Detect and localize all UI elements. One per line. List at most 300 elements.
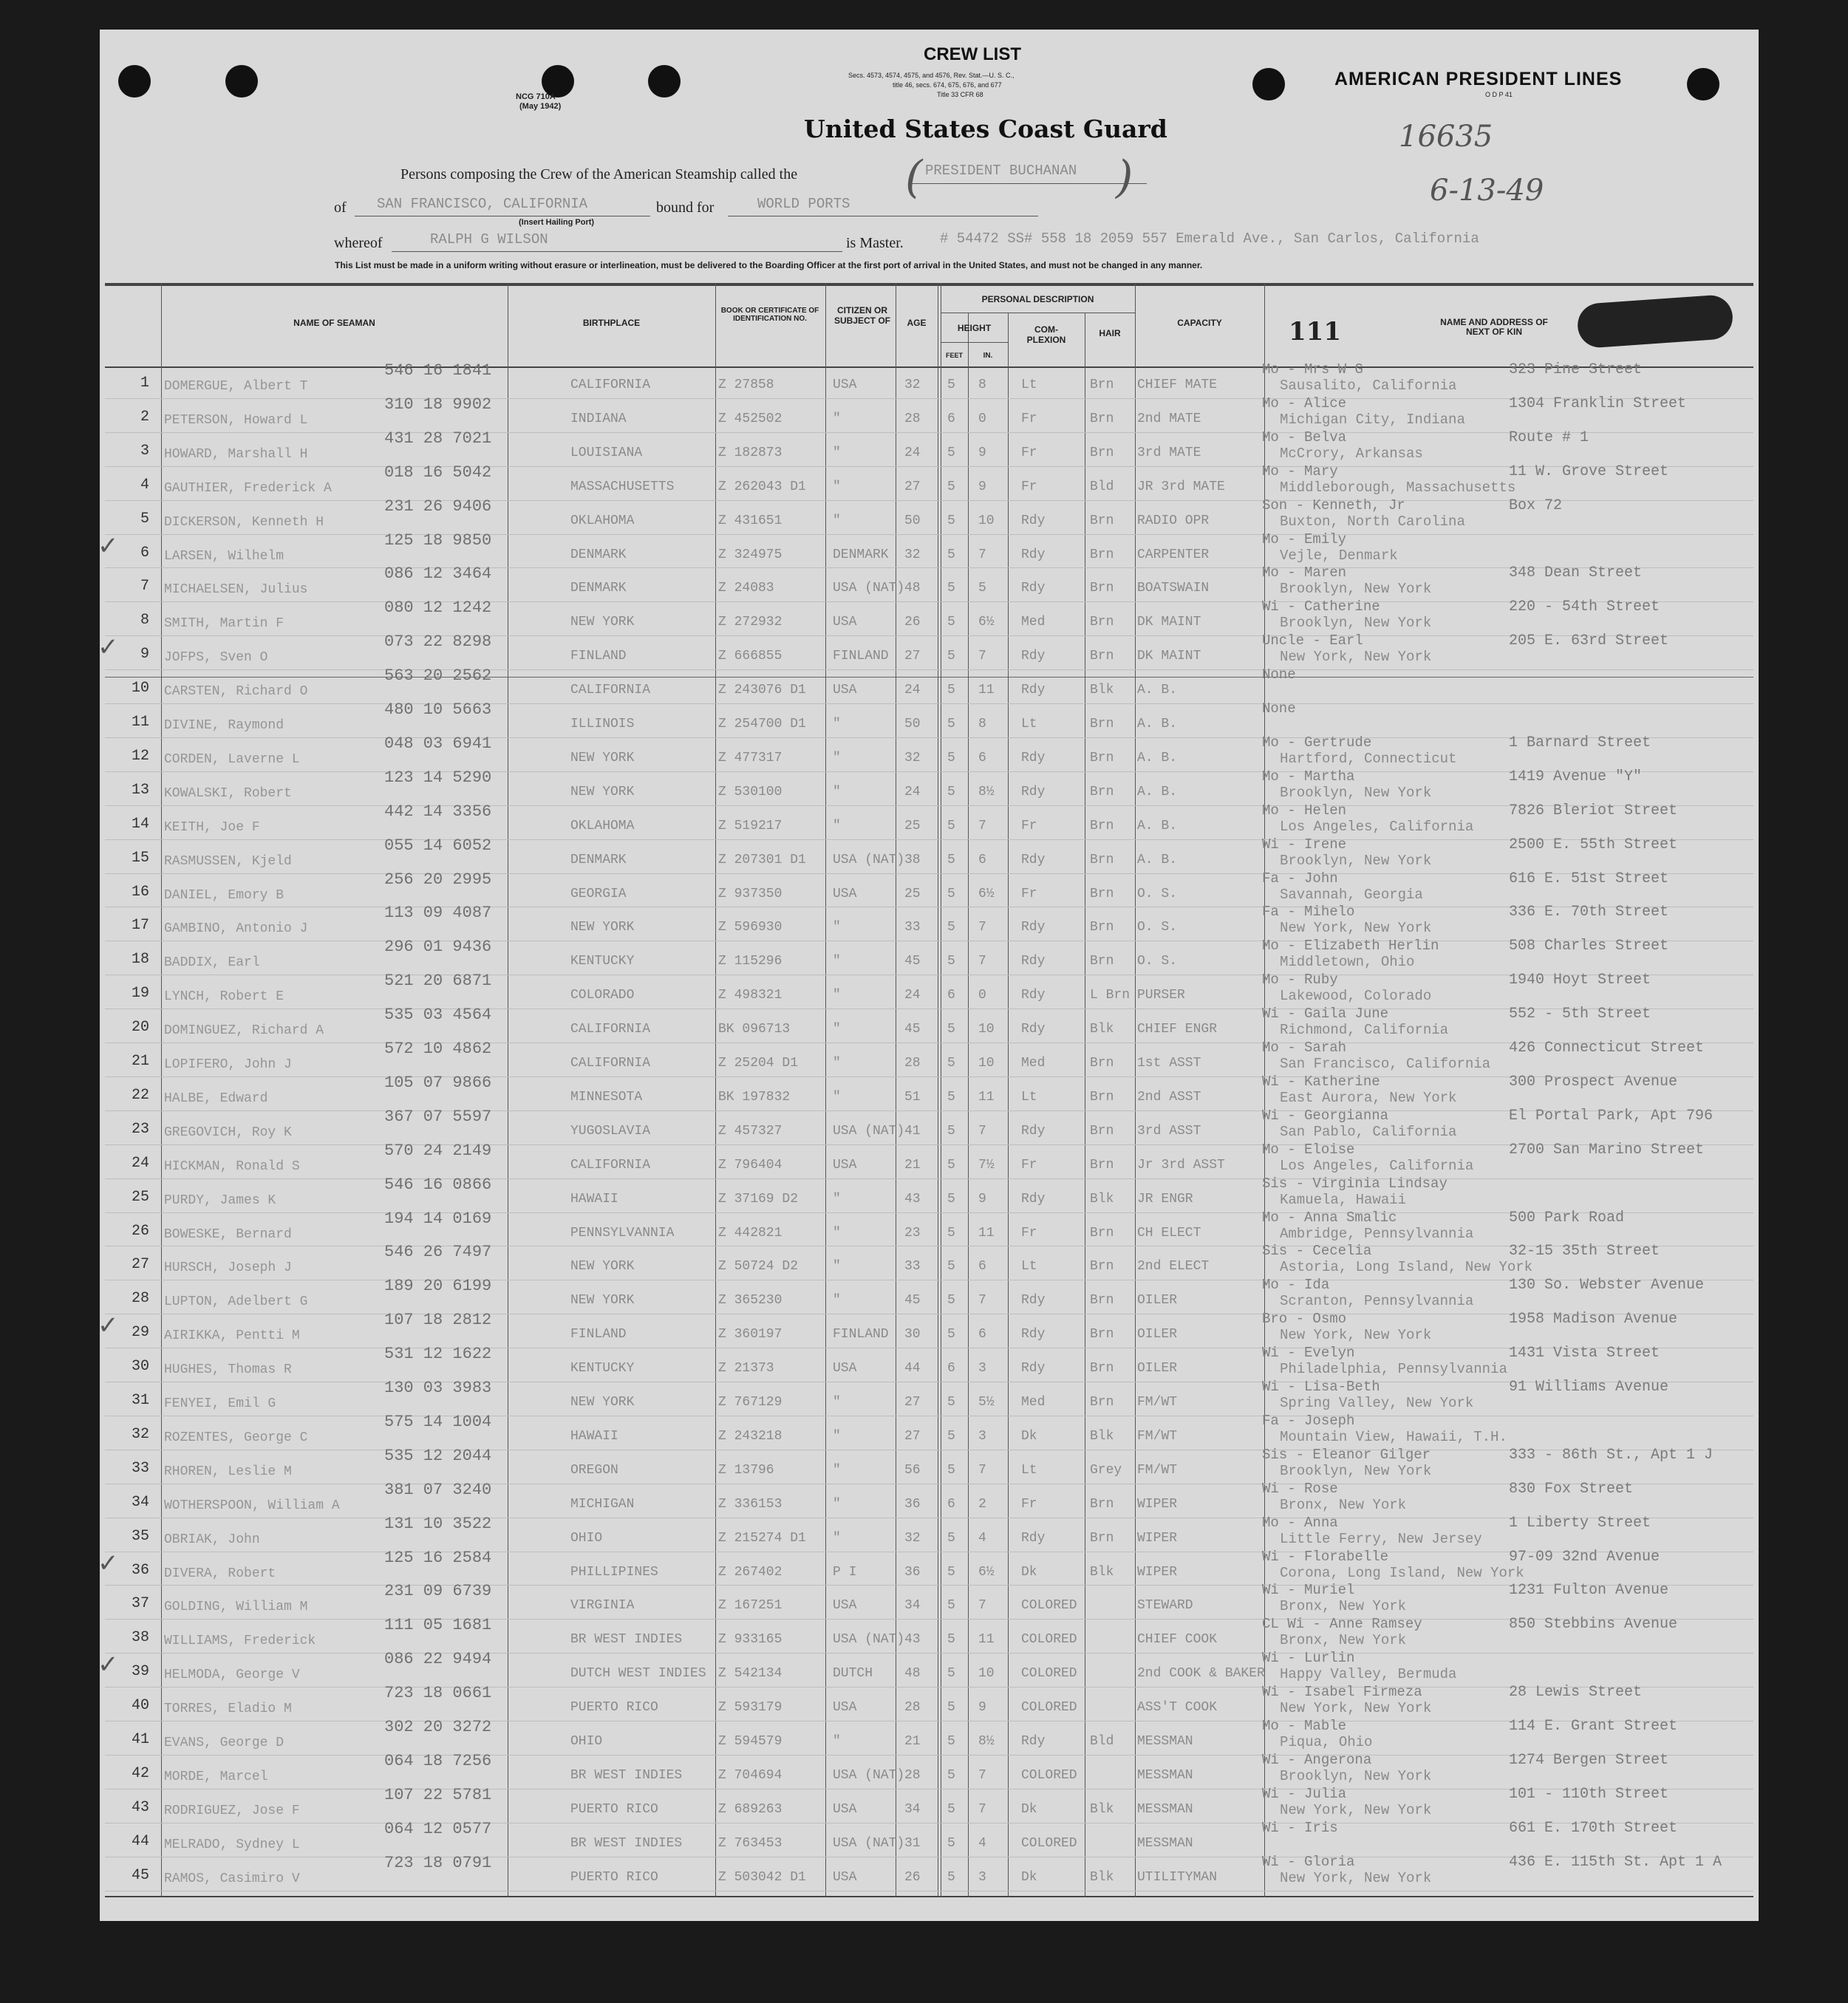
cell-kin1: Wi - Isabel Firmeza xyxy=(1262,1684,1422,1701)
cell-book: Z 324975 xyxy=(718,547,782,562)
cell-birth: MICHIGAN xyxy=(570,1496,635,1512)
cell-cit: " xyxy=(833,784,841,799)
cell-book: Z 207301 D1 xyxy=(718,852,806,867)
row-number: 10 xyxy=(131,680,149,697)
row-number: 29 xyxy=(131,1324,149,1342)
cell-hair: Brn xyxy=(1090,411,1114,426)
cell-book: Z 25204 D1 xyxy=(718,1056,799,1071)
cell-birth: OHIO xyxy=(570,1734,603,1749)
cell-birth: GEORGIA xyxy=(570,886,627,901)
cell-name: PURDY, James K xyxy=(164,1192,276,1208)
cell-birth: OKLAHOMA xyxy=(570,818,635,833)
cell-age: 28 xyxy=(904,1700,921,1716)
cell-kin1: Mo - Eloise xyxy=(1262,1141,1355,1158)
cell-addr: 830 Fox Street xyxy=(1509,1480,1634,1498)
cell-addr: 101 - 110th Street xyxy=(1509,1785,1669,1803)
cell-kin1: Mo - Emily xyxy=(1262,530,1347,547)
cell-ft: 5 xyxy=(947,1123,955,1139)
cell-cit: FINLAND xyxy=(833,649,889,664)
cell-name: CORDEN, Laverne L xyxy=(164,751,300,767)
row-number: 6 xyxy=(140,544,149,562)
cell-book: Z 767129 xyxy=(718,1395,782,1410)
cell-birth: NEW YORK xyxy=(570,784,635,799)
cell-ft: 5 xyxy=(947,1191,955,1207)
cell-ft: 5 xyxy=(947,1089,955,1105)
cell-kin2: Mountain View, Hawaii, T.H. xyxy=(1280,1428,1507,1445)
cell-cit: " xyxy=(833,411,841,426)
cell-comp: COLORED xyxy=(1021,1632,1077,1648)
cell-birth: YUGOSLAVIA xyxy=(570,1123,651,1139)
cell-cap: CH ELECT xyxy=(1137,1225,1201,1241)
handwritten-number: 16635 xyxy=(1399,120,1493,154)
cell-age: 28 xyxy=(904,1056,921,1071)
cell-age: 56 xyxy=(904,1462,921,1478)
cell-age: 34 xyxy=(904,1598,921,1614)
cell-age: 27 xyxy=(904,1395,921,1410)
cell-ssn: 546 16 1841 xyxy=(384,361,492,380)
cell-ssn: 302 20 3272 xyxy=(384,1718,492,1736)
cell-cap: O. S. xyxy=(1137,920,1178,935)
cell-kin2: Brooklyn, New York xyxy=(1280,1462,1432,1479)
row-divider xyxy=(105,737,1753,738)
cell-in: 5½ xyxy=(978,1395,995,1410)
cell-comp: Med xyxy=(1021,615,1046,630)
cell-age: 27 xyxy=(904,479,921,494)
col-book: BOOK OR CERTIFICATE OF IDENTIFICATION NO. xyxy=(720,307,819,323)
cell-comp: COLORED xyxy=(1021,1767,1077,1783)
cell-hair: Brn xyxy=(1090,1361,1114,1376)
cell-name: OBRIAK, John xyxy=(164,1532,260,1547)
cell-age: 36 xyxy=(904,1564,921,1580)
cell-book: Z 503042 D1 xyxy=(718,1869,806,1885)
cell-ssn: 018 16 5042 xyxy=(384,463,492,482)
cell-name: WOTHERSPOON, William A xyxy=(164,1498,340,1513)
cell-cit: FINLAND xyxy=(833,1327,889,1342)
row-divider xyxy=(105,703,1753,704)
cell-name: MORDE, Marcel xyxy=(164,1769,268,1784)
cell-cit: DENMARK xyxy=(833,547,889,562)
cell-age: 30 xyxy=(904,1327,921,1342)
cell-kin1: Mo - Gertrude xyxy=(1262,734,1372,751)
cell-cit: " xyxy=(833,988,841,1003)
cell-book: Z 666855 xyxy=(718,649,782,664)
cell-cap: CHIEF ENGR xyxy=(1137,1022,1218,1037)
row-divider xyxy=(105,771,1753,772)
row-divider xyxy=(105,601,1753,602)
cell-comp: Rdy xyxy=(1021,1191,1046,1207)
cell-age: 48 xyxy=(904,581,921,596)
cell-hair: Brn xyxy=(1090,750,1114,765)
cell-kin1: None xyxy=(1262,700,1296,717)
cell-in: 7½ xyxy=(978,1157,995,1173)
cell-kin1: Mo - Sarah xyxy=(1262,1040,1347,1056)
row-divider xyxy=(105,1653,1753,1654)
row-number: 31 xyxy=(131,1392,149,1409)
cell-addr: 91 Williams Avenue xyxy=(1509,1379,1669,1396)
cell-name: MICHAELSEN, Julius xyxy=(164,582,308,598)
cell-ssn: 048 03 6941 xyxy=(384,734,492,753)
cell-in: 6 xyxy=(978,1259,986,1275)
cell-comp: Fr xyxy=(1021,479,1037,494)
company-code: O D P 41 xyxy=(1485,91,1513,98)
cell-cap: 2nd MATE xyxy=(1137,411,1201,426)
cell-addr: 1958 Madison Avenue xyxy=(1509,1311,1678,1328)
cell-cap: O. S. xyxy=(1137,886,1178,901)
cell-ft: 5 xyxy=(947,886,955,901)
cell-name: TORRES, Eladio M xyxy=(164,1702,292,1717)
cell-age: 32 xyxy=(904,378,921,392)
col-age: AGE xyxy=(907,318,927,328)
cell-birth: PENNSYLVANNIA xyxy=(570,1225,675,1241)
cell-cit: P I xyxy=(833,1564,857,1580)
cell-birth: KENTUCKY xyxy=(570,1361,635,1376)
cell-cap: A. B. xyxy=(1137,717,1178,731)
cell-hair: Brn xyxy=(1090,1089,1114,1105)
cell-birth: OHIO xyxy=(570,1530,603,1546)
row-number: 39 xyxy=(131,1663,149,1681)
cell-cit: " xyxy=(833,513,841,528)
cell-birth: NEW YORK xyxy=(570,1293,635,1308)
cell-ssn: 480 10 5663 xyxy=(384,700,492,719)
cell-ssn: 546 16 0866 xyxy=(384,1175,492,1194)
cell-ssn: 256 20 2995 xyxy=(384,870,492,889)
cell-in: 11 xyxy=(978,1089,995,1105)
cell-cap: FM/WT xyxy=(1137,1395,1178,1410)
row-number: 37 xyxy=(131,1595,149,1613)
cell-ft: 5 xyxy=(947,1564,955,1580)
row-number: 38 xyxy=(131,1629,149,1647)
checkmark-icon: ✓ xyxy=(98,1311,119,1341)
cell-birth: VIRGINIA xyxy=(570,1598,635,1614)
cell-kin1: Wi - Julia xyxy=(1262,1785,1347,1802)
row-divider xyxy=(105,669,1753,670)
cell-age: 28 xyxy=(904,1767,921,1783)
row-number: 4 xyxy=(140,476,149,494)
cell-age: 24 xyxy=(904,988,921,1003)
cell-book: Z 272932 xyxy=(718,615,782,630)
cell-addr: 1231 Fulton Avenue xyxy=(1509,1582,1669,1600)
cell-cit: USA (NAT) xyxy=(833,1632,905,1648)
cell-cit: USA (NAT) xyxy=(833,852,905,867)
cell-kin2: Scranton, Pennsylvannia xyxy=(1280,1293,1474,1310)
cell-book: Z 763453 xyxy=(718,1835,782,1851)
cell-in: 0 xyxy=(978,411,986,426)
cell-cit: " xyxy=(833,1022,841,1037)
cell-book: Z 262043 D1 xyxy=(718,479,806,494)
cell-kin1: CL Wi - Anne Ramsey xyxy=(1262,1616,1422,1633)
cell-kin2: New York, New York xyxy=(1280,649,1432,666)
row-divider xyxy=(105,1178,1753,1179)
cell-comp: Rdy xyxy=(1021,1530,1046,1546)
cell-ssn: 723 18 0661 xyxy=(384,1684,492,1703)
cell-age: 33 xyxy=(904,1259,921,1275)
cell-cit: " xyxy=(833,818,841,833)
cell-cap: WIPER xyxy=(1137,1496,1178,1512)
cell-comp: Fr xyxy=(1021,411,1037,426)
cell-book: Z 689263 xyxy=(718,1801,782,1817)
row-number: 36 xyxy=(131,1561,149,1579)
cell-ft: 5 xyxy=(947,513,955,528)
cell-hair: Blk xyxy=(1090,683,1114,698)
cell-addr: 508 Charles Street xyxy=(1509,938,1669,955)
cell-ft: 5 xyxy=(947,683,955,698)
cell-in: 9 xyxy=(978,445,986,460)
cell-kin2: Corona, Long Island, New York xyxy=(1280,1564,1524,1581)
cell-cit: " xyxy=(833,1462,841,1478)
cell-cap: Jr 3rd ASST xyxy=(1137,1157,1225,1173)
cell-ssn: 563 20 2562 xyxy=(384,666,492,686)
cell-cit: " xyxy=(833,1225,841,1241)
cell-kin2: Philadelphia, Pennsylvannia xyxy=(1280,1361,1507,1378)
row-divider xyxy=(105,805,1753,806)
cell-cap: A. B. xyxy=(1137,784,1178,799)
cell-in: 8 xyxy=(978,378,986,392)
cell-kin2: Middletown, Ohio xyxy=(1280,954,1415,971)
cell-birth: OREGON xyxy=(570,1462,618,1478)
cell-in: 6½ xyxy=(978,615,995,630)
cell-cit: USA (NAT) xyxy=(833,1835,905,1851)
cell-comp: Rdy xyxy=(1021,581,1046,596)
cell-comp: Dk xyxy=(1021,1869,1037,1885)
row-number: 33 xyxy=(131,1459,149,1477)
cell-in: 9 xyxy=(978,479,986,494)
cell-book: Z 596930 xyxy=(718,920,782,935)
cell-book: Z 27858 xyxy=(718,378,774,392)
col-capacity: CAPACITY xyxy=(1177,318,1222,328)
cell-cap: RADIO OPR xyxy=(1137,513,1210,528)
cell-kin2: Michigan City, Indiana xyxy=(1280,411,1465,428)
col-next-of-kin: NAME AND ADDRESS OF NEXT OF KIN xyxy=(1440,317,1548,337)
cell-kin2: Los Angeles, California xyxy=(1280,818,1474,835)
cell-ft: 5 xyxy=(947,1395,955,1410)
cell-hair: Brn xyxy=(1090,954,1114,969)
cell-comp: Fr xyxy=(1021,1496,1037,1512)
bound-label: bound for xyxy=(656,199,715,216)
cell-ssn: 105 07 9866 xyxy=(384,1073,492,1092)
cell-ft: 5 xyxy=(947,954,955,969)
master-label: is Master. xyxy=(846,235,904,251)
hailing-note: (Insert Hailing Port) xyxy=(519,218,595,227)
cell-cit: " xyxy=(833,1496,841,1512)
cell-cap: 3rd ASST xyxy=(1137,1123,1201,1139)
cell-book: Z 254700 D1 xyxy=(718,717,806,731)
cell-ssn: 381 07 3240 xyxy=(384,1480,492,1499)
statute-reference: Title 33 CFR 68 xyxy=(937,91,983,98)
cell-birth: MINNESOTA xyxy=(570,1089,643,1105)
col-feet: FEET xyxy=(945,352,963,359)
cell-cit: " xyxy=(833,954,841,969)
row-number: 22 xyxy=(131,1086,149,1104)
row-divider xyxy=(105,398,1753,399)
cell-hair: Brn xyxy=(1090,378,1114,392)
cell-age: 24 xyxy=(904,445,921,460)
cell-ssn: 231 09 6739 xyxy=(384,1582,492,1601)
cell-comp: Rdy xyxy=(1021,750,1046,765)
cell-book: Z 457327 xyxy=(718,1123,782,1139)
cell-ft: 5 xyxy=(947,1428,955,1444)
cell-book: Z 704694 xyxy=(718,1767,782,1783)
cell-book: Z 243076 D1 xyxy=(718,683,806,698)
cell-addr: 205 E. 63rd Street xyxy=(1509,632,1669,650)
cell-comp: Rdy xyxy=(1021,1293,1046,1308)
cell-in: 3 xyxy=(978,1361,986,1376)
cell-hair: Brn xyxy=(1090,920,1114,935)
hailing-port: SAN FRANCISCO, CALIFORNIA xyxy=(377,196,588,212)
cell-age: 41 xyxy=(904,1123,921,1139)
cell-kin1: Mo - Mary xyxy=(1262,463,1338,480)
cell-hair: Brn xyxy=(1090,1395,1114,1410)
row-number: 32 xyxy=(131,1425,149,1443)
cell-book: Z 215274 D1 xyxy=(718,1530,806,1546)
cell-book: Z 452502 xyxy=(718,411,782,426)
cell-kin1: Mo - Mable xyxy=(1262,1718,1347,1734)
document-title: CREW LIST xyxy=(924,44,1021,64)
cell-birth: NEW YORK xyxy=(570,920,635,935)
row-number: 28 xyxy=(131,1290,149,1308)
cell-comp: Lt xyxy=(1021,717,1037,731)
cell-kin1: Mo - Ida xyxy=(1262,1277,1330,1294)
checkmark-icon: ✓ xyxy=(98,1650,119,1680)
cell-ft: 6 xyxy=(947,1496,955,1512)
col-inches: IN. xyxy=(983,352,993,360)
cell-hair: Brn xyxy=(1090,784,1114,799)
cell-kin2: New York, New York xyxy=(1280,1801,1432,1818)
cell-kin1: Wi - Muriel xyxy=(1262,1582,1355,1599)
cell-in: 8½ xyxy=(978,784,995,799)
cell-in: 6½ xyxy=(978,886,995,901)
cell-in: 8 xyxy=(978,717,986,731)
cell-kin1: Wi - Florabelle xyxy=(1262,1548,1389,1565)
cell-in: 0 xyxy=(978,988,986,1003)
cell-cit: " xyxy=(833,1734,841,1749)
cell-kin2: Happy Valley, Bermuda xyxy=(1280,1666,1457,1683)
cell-cap: JR 3rd MATE xyxy=(1137,479,1225,494)
cell-kin2: Ambridge, Pennsylvannia xyxy=(1280,1225,1474,1242)
col-name: NAME OF SEAMAN xyxy=(293,318,375,328)
cell-kin1: Mo - Anna xyxy=(1262,1514,1338,1531)
cell-cap: FM/WT xyxy=(1137,1428,1178,1444)
cell-cit: " xyxy=(833,1089,841,1105)
cell-kin1: Mo - Elizabeth Herlin xyxy=(1262,938,1439,955)
cell-book: Z 530100 xyxy=(718,784,782,799)
cell-cit: USA (NAT) xyxy=(833,581,905,596)
cell-comp: Rdy xyxy=(1021,920,1046,935)
cell-addr: 1940 Hoyt Street xyxy=(1509,972,1651,989)
cell-in: 10 xyxy=(978,1022,995,1037)
cell-age: 25 xyxy=(904,886,921,901)
row-divider xyxy=(105,1721,1753,1722)
cell-ssn: 111 05 1681 xyxy=(384,1616,492,1635)
cell-comp: COLORED xyxy=(1021,1700,1077,1716)
cell-in: 7 xyxy=(978,1293,986,1308)
cell-age: 23 xyxy=(904,1225,921,1241)
cell-book: Z 431651 xyxy=(718,513,782,528)
cell-kin2: Spring Valley, New York xyxy=(1280,1395,1474,1411)
cell-name: DIVERA, Robert xyxy=(164,1566,276,1581)
cell-cap: A. B. xyxy=(1137,683,1178,698)
row-divider xyxy=(105,1144,1753,1145)
cell-birth: DENMARK xyxy=(570,547,627,562)
cell-birth: BR WEST INDIES xyxy=(570,1767,683,1783)
row-number: 19 xyxy=(131,985,149,1003)
cell-hair: Brn xyxy=(1090,581,1114,596)
cell-birth: CALIFORNIA xyxy=(570,1157,651,1173)
cell-comp: COLORED xyxy=(1021,1835,1077,1851)
cell-cap: JR ENGR xyxy=(1137,1191,1193,1207)
cell-ssn: 107 22 5781 xyxy=(384,1785,492,1804)
cell-addr: 1 Liberty Street xyxy=(1509,1514,1651,1532)
handwritten-bracket: ( xyxy=(905,151,923,203)
cell-book: Z 498321 xyxy=(718,988,782,1003)
cell-kin2: New York, New York xyxy=(1280,920,1432,937)
cell-age: 32 xyxy=(904,1530,921,1546)
col-citizen: CITIZEN OR SUBJECT OF xyxy=(833,305,890,326)
cell-age: 32 xyxy=(904,750,921,765)
row-divider xyxy=(105,1212,1753,1213)
cell-age: 45 xyxy=(904,1293,921,1308)
cell-cap: 2nd ELECT xyxy=(1137,1259,1210,1275)
cell-kin1: Mo - Helen xyxy=(1262,802,1347,819)
cell-ssn: 064 12 0577 xyxy=(384,1819,492,1838)
cell-kin1: Mo - Belva xyxy=(1262,429,1347,446)
cell-name: EVANS, George D xyxy=(164,1736,284,1750)
cell-cit: USA xyxy=(833,1157,857,1173)
cell-hair: Blk xyxy=(1090,1022,1114,1037)
cell-addr: 336 E. 70th Street xyxy=(1509,904,1669,921)
punch-hole xyxy=(118,65,151,98)
row-number: 25 xyxy=(131,1188,149,1206)
cell-age: 50 xyxy=(904,513,921,528)
cell-ft: 5 xyxy=(947,445,955,460)
cell-cap: 3rd MATE xyxy=(1137,445,1201,460)
cell-name: LOPIFERO, John J xyxy=(164,1057,292,1072)
instruction-notice: This List must be made in a uniform writing without erasure or interlineation, must be delivered to the Boarding Officer at the first port of arrival in the United States, and must not be changed in any manner. xyxy=(335,260,1203,270)
row-number: 43 xyxy=(131,1798,149,1816)
cell-book: Z 542134 xyxy=(718,1666,782,1682)
cell-hair: Brn xyxy=(1090,1259,1114,1275)
cell-ssn: 723 18 0791 xyxy=(384,1853,492,1872)
cell-age: 21 xyxy=(904,1734,921,1749)
cell-ssn: 131 10 3522 xyxy=(384,1514,492,1533)
cell-book: BK 197832 xyxy=(718,1089,791,1105)
cell-age: 24 xyxy=(904,784,921,799)
cell-kin1: Wi - Lurlin xyxy=(1262,1650,1355,1667)
cell-ssn: 442 14 3356 xyxy=(384,802,492,821)
cell-addr: Box 72 xyxy=(1509,497,1563,514)
cell-hair: Brn xyxy=(1090,1496,1114,1512)
cell-age: 36 xyxy=(904,1496,921,1512)
cell-in: 6 xyxy=(978,750,986,765)
row-number: 41 xyxy=(131,1731,149,1748)
cell-book: Z 115296 xyxy=(718,954,782,969)
cell-cit: USA xyxy=(833,1700,857,1716)
cell-kin1: None xyxy=(1262,666,1296,683)
row-divider xyxy=(105,500,1753,501)
cell-kin1: Wi - Evelyn xyxy=(1262,1345,1355,1362)
cell-birth: DENMARK xyxy=(570,852,627,867)
whereof-label: whereof xyxy=(334,235,383,251)
cell-comp: Rdy xyxy=(1021,1327,1046,1342)
cell-ft: 5 xyxy=(947,649,955,664)
cell-in: 10 xyxy=(978,1666,995,1682)
cell-comp: Dk xyxy=(1021,1801,1037,1817)
row-number: 8 xyxy=(140,612,149,629)
cell-name: GOLDING, William M xyxy=(164,1600,308,1615)
cell-cap: ASS'T COOK xyxy=(1137,1700,1218,1716)
cell-kin1: Mo - Ruby xyxy=(1262,972,1338,989)
cell-hair: Brn xyxy=(1090,1530,1114,1546)
cell-ssn: 055 14 6052 xyxy=(384,836,492,855)
